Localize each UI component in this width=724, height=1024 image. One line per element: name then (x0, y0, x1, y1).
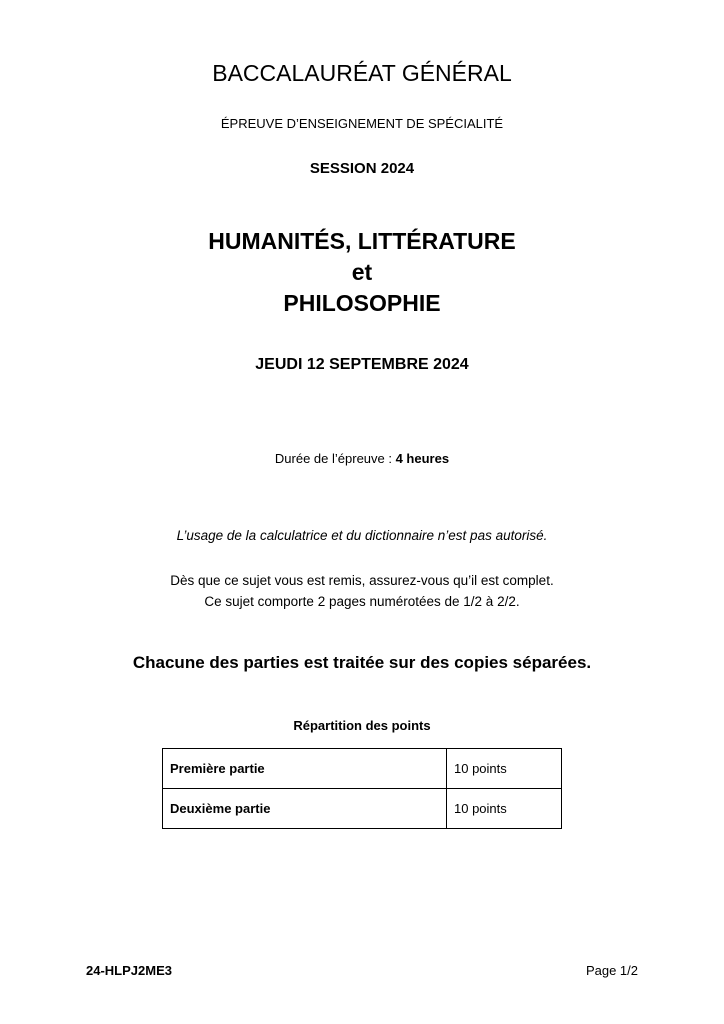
table-row (163, 789, 562, 829)
table-row (163, 749, 562, 789)
session-label: SESSION 2024 (309, 160, 415, 177)
duration-value: 4 heures (395, 451, 450, 466)
completeness-line-2: Ce sujet comporte 2 pages numérotées de 1/2 à 2/2. (204, 594, 520, 609)
exam-date: JEUDI 12 SEPTEMBRE 2024 (255, 356, 469, 373)
page-number: Page 1/2 (585, 963, 638, 978)
points-table (162, 748, 562, 829)
points-value-cell: 10 points (447, 749, 562, 789)
subject-line-1: HUMANITÉS, LITTÉRATURE (208, 228, 516, 254)
subject-title (0, 226, 724, 319)
points-title: Répartition des points (293, 718, 431, 733)
duration-label: Durée de l’épreuve : (274, 451, 396, 466)
completeness-line-1: Dès que ce sujet vous est remis, assurez-vous qu’il est complet. (170, 573, 554, 588)
parts-note: Chacune des parties est traitée sur des copies séparées. (132, 653, 592, 672)
subject-line-2: et (351, 259, 373, 285)
part-name-cell: Première partie (163, 749, 447, 789)
duration-line (0, 451, 724, 466)
part-name-cell: Deuxième partie (163, 789, 447, 829)
exam-title: BACCALAURÉAT GÉNÉRAL (212, 60, 512, 86)
exam-subtitle: ÉPREUVE D’ENSEIGNEMENT DE SPÉCIALITÉ (220, 116, 504, 131)
points-value-cell: 10 points (447, 789, 562, 829)
completeness-notice (0, 570, 724, 612)
calculator-notice: L’usage de la calculatrice et du dictionnaire n’est pas autorisé. (176, 528, 548, 543)
subject-code: 24-HLPJ2ME3 (86, 963, 172, 978)
subject-line-3: PHILOSOPHIE (283, 290, 441, 316)
